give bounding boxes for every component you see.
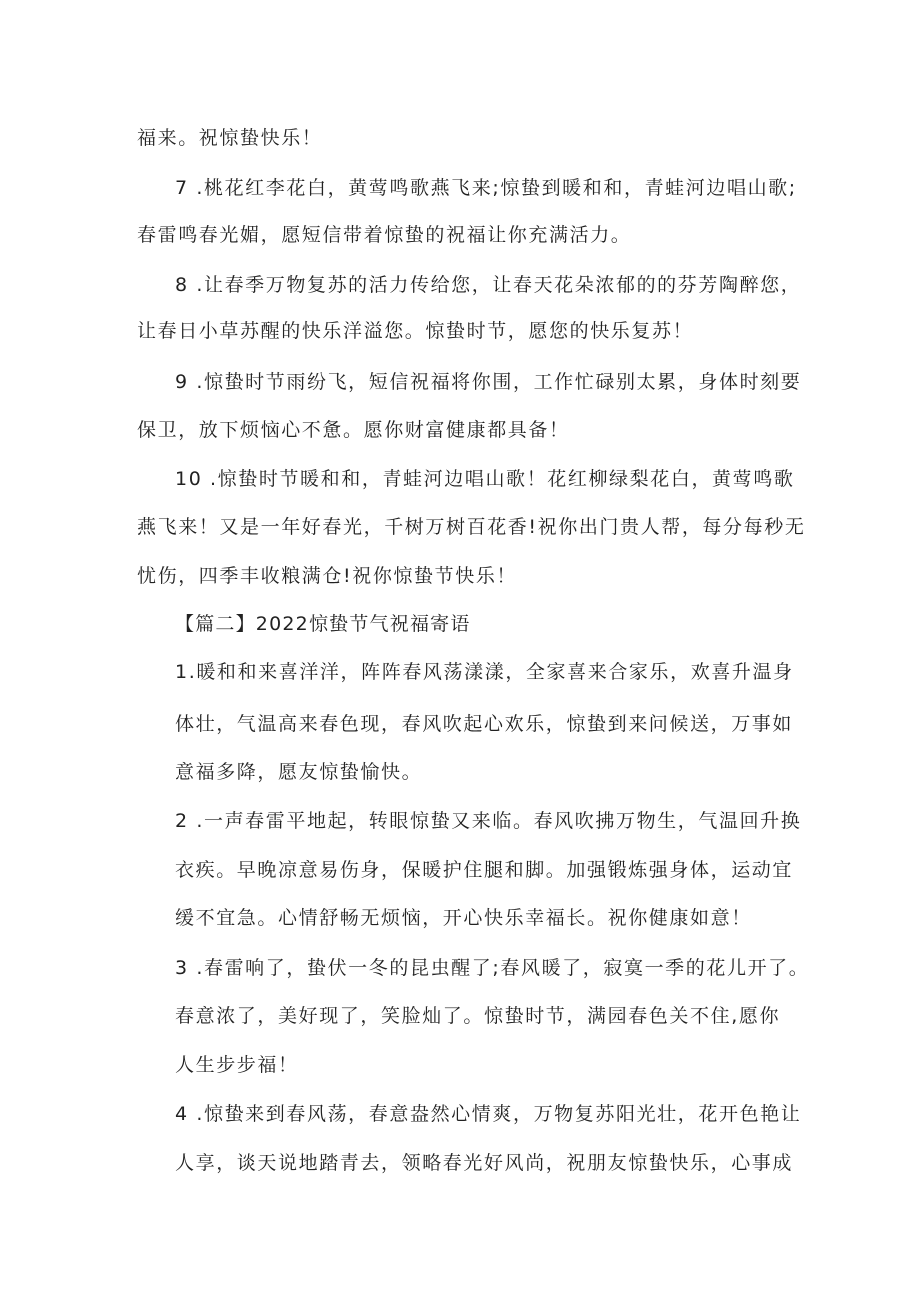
paragraph-line: 春意浓了，美好现了，笑脸灿了。惊蛰时节，满园春色关不住,愿你 [175,1005,781,1027]
paragraph-line: 2 .一声春雷平地起，转眼惊蛰又来临。春风吹拂万物生，气温回升换 [175,810,802,832]
paragraph-line: 人生步步福！ [175,1054,299,1076]
paragraph-line: 忧伤，四季丰收粮满仓!祝你惊蛰节快乐！ [137,565,518,587]
paragraph-line: 燕飞来！又是一年好春光，千树万树百花香!祝你出门贵人帮，每分每秒无 [137,516,806,538]
paragraph-line: 保卫，放下烦恼心不惫。愿你财富健康都具备！ [137,419,570,441]
paragraph-line: 10 .惊蛰时节暖和和，青蛙河边唱山歌！花红柳绿梨花白，黄莺鸣歌 [175,468,795,490]
paragraph-line: 1.暖和和来喜洋洋，阵阵春风荡漾漾，全家喜来合家乐，欢喜升温身 [175,661,794,683]
paragraph-line: 福来。祝惊蛰快乐！ [137,127,323,149]
paragraph-line: 衣疾。早晚凉意易伤身，保暖护住腿和脚。加强锻炼强身体，运动宜 [175,859,794,881]
paragraph-line: 4 .惊蛰来到春风荡，春意盎然心情爽，万物复苏阳光壮，花开色艳让 [175,1103,802,1125]
paragraph-line: 8 .让春季万物复苏的活力传给您，让春天花朵浓郁的的芬芳陶醉您， [175,274,802,296]
paragraph-line: 人享，谈天说地踏青去，领略春光好风尚，祝朋友惊蛰快乐，心事成 [175,1152,794,1174]
paragraph-line: 缓不宜急。心情舒畅无烦恼，开心快乐幸福长。祝你健康如意！ [175,907,752,929]
section-heading: 【篇二】2022惊蛰节气祝福寄语 [175,613,471,635]
paragraph-line: 让春日小草苏醒的快乐洋溢您。惊蛰时节，愿您的快乐复苏！ [137,320,694,342]
paragraph-line: 春雷鸣春光媚，愿短信带着惊蛰的祝福让你充满活力。 [137,224,632,246]
paragraph-line: 意福多降，愿友惊蛰愉快。 [175,761,423,783]
paragraph-line: 体壮，气温高来春色现，春风吹起心欢乐，惊蛰到来问候送，万事如 [175,713,794,735]
paragraph-line: 3 .春雷响了，蛰伏一冬的昆虫醒了;春风暖了，寂寞一季的花儿开了。 [175,957,810,979]
paragraph-line: 9 .惊蛰时节雨纷飞，短信祝福将你围，工作忙碌别太累，身体时刻要 [175,371,802,393]
paragraph-line: 7 .桃花红李花白，黄莺鸣歌燕飞来;惊蛰到暖和和，青蛙河边唱山歌; [175,177,797,199]
